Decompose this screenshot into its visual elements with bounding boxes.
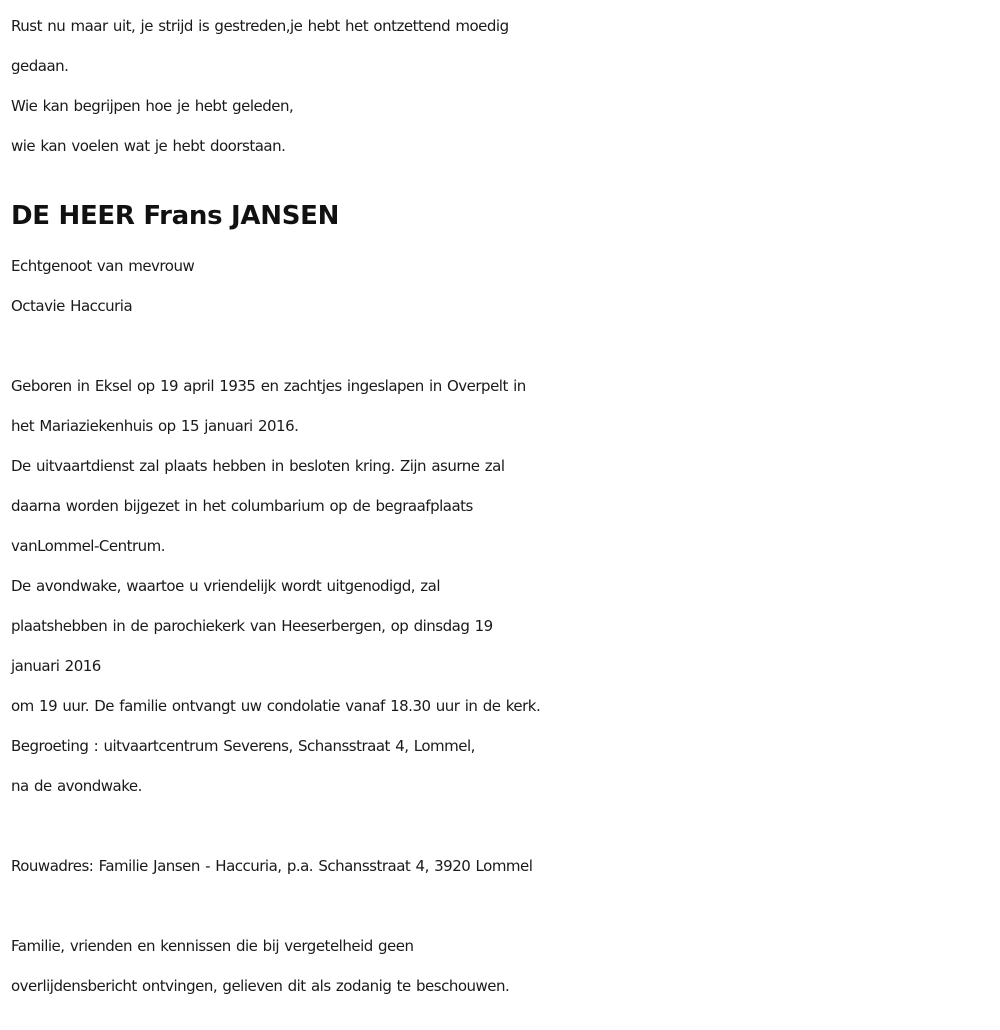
spacer — [11, 326, 996, 366]
closing-line: overlijdensbericht ontvingen, gelieven dit als zodanig te beschouwen. — [11, 977, 510, 995]
death-notice — [11, 6, 996, 1006]
details-line: De uitvaartdienst zal plaats hebben in besloten kring. Zijn asurne zal — [11, 457, 505, 475]
details-line: vanLommel-Centrum. — [11, 537, 166, 555]
details-line: om 19 uur. De familie ontvangt uw condolatie vanaf 18.30 uur in de kerk. — [11, 697, 541, 715]
spouse-name: Octavie Haccuria — [11, 297, 133, 315]
spouse-line: Echtgenoot van mevrouw — [11, 257, 195, 275]
spacer — [11, 166, 996, 186]
spacer — [11, 886, 996, 926]
poem-line: gedaan. — [11, 57, 69, 75]
details-line: Geboren in Eksel op 19 april 1935 en zachtjes ingeslapen in Overpelt in — [11, 377, 526, 395]
details-line: Begroeting : uitvaartcentrum Severens, Schansstraat 4, Lommel, — [11, 737, 475, 755]
details-line: het Mariaziekenhuis op 15 januari 2016. — [11, 417, 299, 435]
poem-line: Rust nu maar uit, je strijd is gestreden,je hebt het ontzettend moedig — [11, 17, 509, 35]
mourning-address: Rouwadres: Familie Jansen - Haccuria, p.a. Schansstraat 4, 3920 Lommel — [11, 857, 533, 875]
spacer — [11, 806, 996, 846]
poem-line: Wie kan begrijpen hoe je hebt geleden, — [11, 97, 294, 115]
deceased-name: DE HEER Frans JANSEN — [11, 201, 340, 231]
details-line: plaatshebben in de parochiekerk van Heeserbergen, op dinsdag 19 — [11, 617, 493, 635]
closing-line: Familie, vrienden en kennissen die bij vergetelheid geen — [11, 937, 414, 955]
poem-line: wie kan voelen wat je hebt doorstaan. — [11, 137, 286, 155]
details-line: daarna worden bijgezet in het columbarium op de begraafplaats — [11, 497, 473, 515]
details-line: na de avondwake. — [11, 777, 142, 795]
details-line: De avondwake, waartoe u vriendelijk wordt uitgenodigd, zal — [11, 577, 441, 595]
details-line: januari 2016 — [11, 657, 101, 675]
